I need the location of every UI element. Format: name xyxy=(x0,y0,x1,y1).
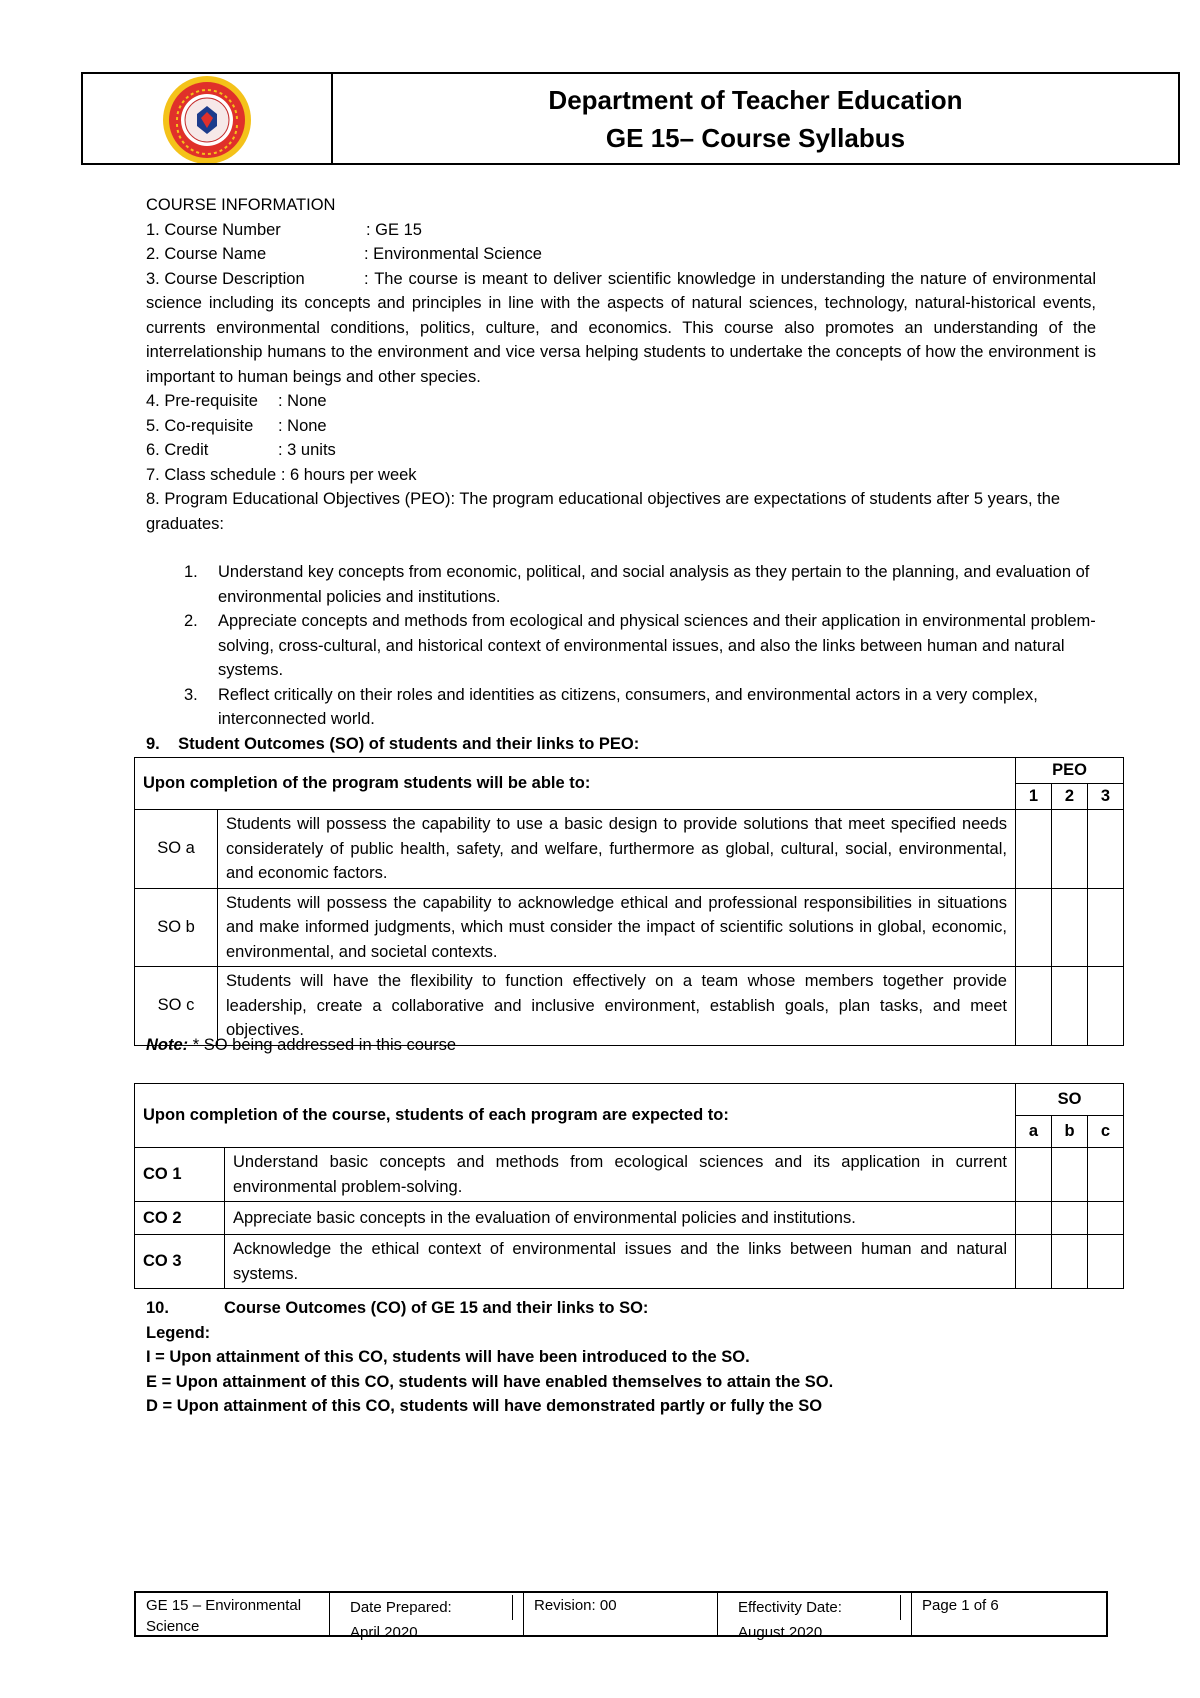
co-table-header: Upon completion of the course, students of each program are expected to: xyxy=(135,1084,1016,1148)
peo-item xyxy=(146,683,1096,732)
table-row xyxy=(135,888,1124,967)
table-row xyxy=(135,1202,1124,1235)
course-description-label: 3. Course Description xyxy=(146,269,305,288)
so-heading: 9. Student Outcomes (SO) of students and their links to PEO: xyxy=(146,734,640,753)
corequisite-row xyxy=(146,414,1096,439)
table-row xyxy=(135,1235,1124,1289)
so-id: SO b xyxy=(135,888,218,967)
course-name-value: : Environmental Science xyxy=(364,245,542,263)
so-cell xyxy=(1052,1202,1088,1235)
course-name-row xyxy=(146,242,1096,267)
course-outcomes-table xyxy=(134,1083,1124,1289)
so-cell xyxy=(1088,1235,1124,1289)
document-header xyxy=(81,72,1180,165)
footer-revision: Revision: 00 xyxy=(524,1593,718,1635)
peo-cell xyxy=(1016,967,1052,1046)
so-cell xyxy=(1052,1235,1088,1289)
so-text: Students will possess the capability to use a basic design to provide solutions that meet specified needs considerately of public health, safety, and welfare, furthermore as global, cultural, social, environmental, and economic factors. xyxy=(218,810,1016,889)
peo-cell xyxy=(1088,810,1124,889)
so-table-header: Upon completion of the program students will be able to: xyxy=(135,758,1016,810)
credit-row xyxy=(146,438,1096,463)
legend-title: Legend: xyxy=(146,1323,211,1342)
credit-value: : 3 units xyxy=(278,441,336,459)
so-col-a: a xyxy=(1016,1116,1052,1148)
peo-col-1: 1 xyxy=(1016,784,1052,810)
note-text: * SO being addressed in this course xyxy=(188,1036,456,1054)
so-note xyxy=(146,1036,456,1055)
peo-cell xyxy=(1052,810,1088,889)
so-text: Students will possess the capability to acknowledge ethical and professional responsibilities in situations and make informed judgments, which must consider the impact of scientific solutions in global, economic, environmental, and societal contexts. xyxy=(218,888,1016,967)
effectivity-value: August 2020 xyxy=(738,1624,823,1641)
so-cell xyxy=(1016,1202,1052,1235)
header-title-block xyxy=(333,74,1178,163)
peo-item xyxy=(146,609,1096,683)
peo-cell xyxy=(1052,967,1088,1046)
so-cell xyxy=(1088,1148,1124,1202)
peo-item xyxy=(146,560,1096,609)
note-label: Note: xyxy=(146,1036,189,1054)
department-title: Department of Teacher Education xyxy=(548,85,963,115)
table-row xyxy=(135,967,1124,1046)
prerequisite-row xyxy=(146,389,1096,414)
credit-label: 6. Credit xyxy=(146,441,209,459)
so-col-b: b xyxy=(1052,1116,1088,1148)
date-prepared-label: Date Prepared: xyxy=(340,1595,513,1620)
peo-col-3: 3 xyxy=(1088,784,1124,810)
footer-effectivity xyxy=(718,1593,912,1641)
co-id: CO 3 xyxy=(135,1235,225,1289)
co-heading: 10. Course Outcomes (CO) of GE 15 and their links to SO: xyxy=(146,1299,649,1317)
so-column-header: SO xyxy=(1016,1084,1124,1116)
so-id: SO a xyxy=(135,810,218,889)
date-prepared-value: April 2020 xyxy=(350,1624,418,1641)
course-description xyxy=(146,267,1096,390)
table-row xyxy=(135,810,1124,889)
so-col-c: c xyxy=(1088,1116,1124,1148)
peo-cell xyxy=(1088,888,1124,967)
so-cell xyxy=(1088,1202,1124,1235)
co-text: Acknowledge the ethical context of environmental issues and the links between human and natural systems. xyxy=(225,1235,1016,1289)
class-schedule: 7. Class schedule : 6 hours per week xyxy=(146,465,417,484)
corequisite-value: : None xyxy=(278,416,327,435)
peo-item-text: Reflect critically on their roles and identities as citizens, consumers, and environmental actors in a very complex, interconnected world. xyxy=(218,685,1038,728)
peo-item-number: 1. xyxy=(184,563,198,581)
peo-cell xyxy=(1088,967,1124,1046)
co-text: Appreciate basic concepts in the evaluation of environmental policies and institutions. xyxy=(225,1202,1016,1235)
peo-item-number: 3. xyxy=(184,685,198,704)
so-cell xyxy=(1016,1235,1052,1289)
course-description-value: : The course is meant to deliver scientific knowledge in understanding the nature of environmental science including its concepts and principles in line with the aspects of natural sciences, technology, natural-historical events, currents environmental conditions, politics, culture, and economics. This course also promotes an understanding of the interrelationship humans to the environment and vice versa helping students to undertake the concepts of how the environment is important to human beings and other species. xyxy=(146,269,1096,386)
prerequisite-value: : None xyxy=(278,392,327,410)
peo-item-text: Appreciate concepts and methods from ecological and physical sciences and their application in environmental problem-solving, cross-cultural, and historical context of environmental issues, and also the links between human and natural systems. xyxy=(218,612,1096,679)
legend-e: E = Upon attainment of this CO, students will have enabled themselves to attain the SO. xyxy=(146,1372,834,1391)
course-number-row xyxy=(146,218,1096,243)
effectivity-label: Effectivity Date: xyxy=(728,1595,901,1620)
co-text: Understand basic concepts and methods from ecological sciences and its application in current environmental problem-solving. xyxy=(225,1148,1016,1202)
logo-cell xyxy=(83,74,333,163)
prerequisite-label: 4. Pre-requisite xyxy=(146,392,258,410)
course-number-value: : GE 15 xyxy=(366,220,422,239)
so-id: SO c xyxy=(135,967,218,1046)
course-name-label: 2. Course Name xyxy=(146,245,267,263)
document-footer xyxy=(134,1591,1108,1641)
footer-course: GE 15 – Environmental Science xyxy=(136,1593,330,1635)
peo-intro: 8. Program Educational Objectives (PEO): The program educational objectives are expectations of students after 5 years, the graduates: xyxy=(146,490,1061,533)
footer-page-number: Page 1 of 6 xyxy=(922,1597,999,1614)
peo-cell xyxy=(1052,888,1088,967)
table-row xyxy=(135,1148,1124,1202)
peo-item-number: 2. xyxy=(184,612,198,630)
course-number-label: 1. Course Number xyxy=(146,220,281,239)
peo-item-text: Understand key concepts from economic, political, and social analysis as they pertain to the planning, and evaluation of environmental policies and institutions. xyxy=(218,563,1090,606)
so-cell xyxy=(1016,1148,1052,1202)
corequisite-label: 5. Co-requisite xyxy=(146,416,254,435)
footer-date-prepared xyxy=(330,1593,524,1641)
syllabus-title: GE 15– Course Syllabus xyxy=(605,123,906,153)
peo-list xyxy=(146,560,1096,732)
student-outcomes-table xyxy=(134,757,1124,1046)
legend-i: I = Upon attainment of this CO, students will have been introduced to the SO. xyxy=(146,1348,750,1366)
so-cell xyxy=(1052,1148,1088,1202)
co-id: CO 2 xyxy=(135,1202,225,1235)
legend-block xyxy=(146,1296,1096,1419)
so-text: Students will have the flexibility to function effectively on a team whose members together provide leadership, create a collaborative and inclusive environment, establish goals, plan tasks, and meet objectives. xyxy=(218,967,1016,1046)
peo-cell xyxy=(1016,888,1052,967)
peo-col-2: 2 xyxy=(1052,784,1088,810)
legend-d: D = Upon attainment of this CO, students will have demonstrated partly or fully the SO xyxy=(146,1397,823,1415)
course-info-heading: COURSE INFORMATION xyxy=(146,196,336,214)
peo-cell xyxy=(1016,810,1052,889)
peo-column-header: PEO xyxy=(1016,758,1124,784)
co-id: CO 1 xyxy=(135,1148,225,1202)
course-information xyxy=(146,193,1096,756)
college-seal-logo xyxy=(83,74,333,163)
